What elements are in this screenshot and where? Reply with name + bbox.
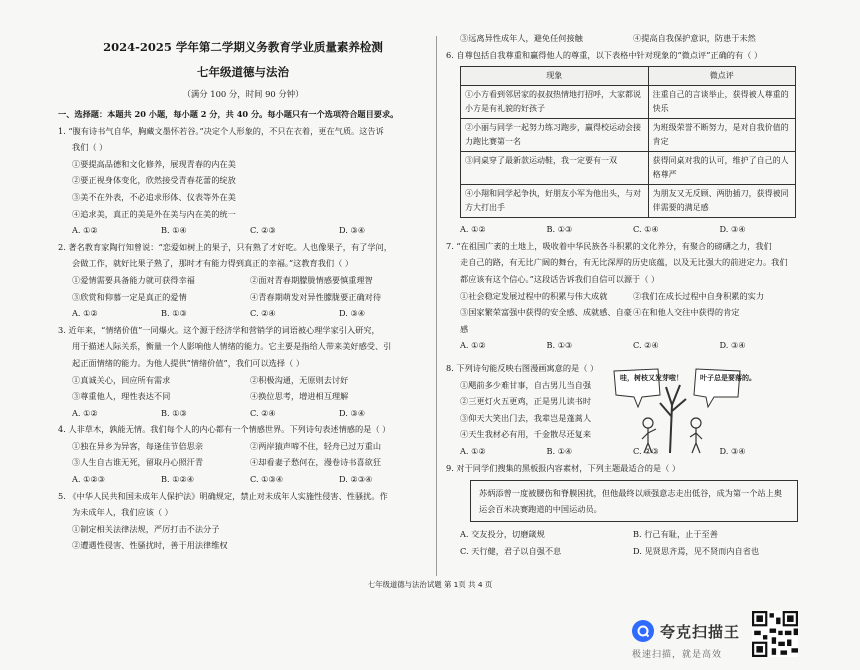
statement: ①社会稳定发展过程中的积累与伟大成就: [460, 290, 608, 301]
question-stem: 我们（ ）: [72, 142, 108, 153]
statement: ④追求美，真正的美是外在美与内在美的统一: [72, 208, 236, 219]
statement-row: [58, 372, 428, 389]
option-a: A. ①②: [460, 445, 486, 456]
answer-options: [58, 471, 428, 488]
statement: ①要提高品德和文化修养，展现青春的内在美: [72, 158, 236, 169]
option-b: B. ①③: [546, 340, 573, 351]
statement-row: [58, 289, 428, 306]
statement: ④在和他人交往中获得的肯定: [633, 307, 740, 318]
option-a: A. ①②: [460, 340, 486, 351]
column-divider: [436, 36, 437, 576]
table-row: [461, 185, 796, 218]
answer-options: [58, 305, 428, 322]
brand-slogan: 极速扫描，就是高效: [632, 650, 723, 660]
table-cell: 为朋友又无反顾、两肋插刀，获得被同伴需要的满足感: [648, 185, 795, 218]
statement: ①制定相关法律法规，严厉打击不法分子: [72, 523, 220, 534]
option-a: A. ①②③: [72, 474, 106, 485]
statement: ③远离异性成年人，避免任何接触: [460, 33, 583, 43]
option-a: A. ①②: [72, 407, 98, 418]
question-4: [58, 421, 428, 487]
statement: ②我们在成长过程中自身积累的实力: [633, 290, 765, 301]
question-stem: 都应该有这个信心。”这段话告诉我们自信可以源于（ ）: [460, 273, 660, 284]
table-cell: 获得同桌对我的认可，维护了自己的人格尊严: [648, 152, 795, 185]
table-row: [461, 152, 796, 185]
table-cell: ③同桌穿了最新款运动鞋，我一定要有一双: [461, 152, 649, 185]
option-d: D. ③④: [719, 224, 746, 235]
question-stem: 7. “在祖国广袤的土地上，吸收着中华民族各斗积累的文化养分，有聚合的磅礴之力，我们: [446, 240, 772, 251]
question-stem: 用于描述人际关系，衡量一个人影响他人情绪的能力。它主要是指给人带来美好感受、引: [72, 341, 392, 352]
statement: ①飓前多少难甘事，自古男儿当自强: [460, 379, 592, 390]
option-d: D. ②③④: [339, 474, 373, 485]
option-c: C. ②④: [250, 407, 276, 418]
statement: ④换位思考，增进相互理解: [250, 391, 349, 402]
statement: ②三更灯火五更鸡，正是男儿读书时: [460, 396, 592, 407]
option-b: B. ①②④: [161, 474, 195, 485]
option-b: B. ①③: [161, 407, 187, 418]
table-row: [461, 86, 796, 119]
question-stem: 8. 下列诗句能反映右图漫画寓意的是（ ）: [446, 362, 599, 373]
option-b: B. ①③: [161, 308, 187, 319]
option-d: D. ③④: [719, 340, 746, 351]
page-footer: 七年级道德与法治试题 第 1页 共 4 页: [367, 580, 493, 589]
comparison-table: [460, 66, 796, 218]
bubble-right-text: [700, 373, 756, 382]
option-b: B. ①④: [546, 445, 573, 456]
statement: ①真诚关心，回应所有需求: [72, 374, 171, 385]
right-column: [446, 30, 806, 559]
option-d: D. ③④: [339, 407, 366, 418]
statement: ③尊重他人，理性表达不同: [72, 391, 171, 402]
question-stem: 起正面情绪的能力。为他人提供“情绪价值”，我们可以选择（ ）: [72, 357, 305, 368]
option-b: B. ①③: [546, 224, 573, 235]
question-stem: 6. 自尊包括自我尊重和赢得他人的尊重，以下表格中针对现象的“微点评”正确的有（ ）: [446, 49, 763, 60]
question-5: [58, 488, 428, 554]
statement: ④却看妻子愁何在，漫卷诗书喜欲狂: [250, 457, 382, 468]
question-stem: 2. 著名教育家陶行知曾说：“恋爱如树上的果子，只有熟了才好吃。人也像果子，有了学问，: [58, 241, 392, 252]
statement-row: [58, 454, 428, 471]
table-cell: ④小翔和同学起争执，好朋友小军为他出头，与对方大打出手: [461, 185, 649, 218]
question-stem: 4. 人非草木，孰能无情。我们每个人的内心都有一个情感世界。下列诗句表述情感的是（ ）: [58, 424, 391, 435]
question-stem: 走自己的路，有无比广阔的舞台，有无比深厚的历史底蕴，以及无比强大的前进定力。我们: [460, 257, 788, 268]
option-c: C. ①④: [633, 224, 659, 235]
question-2: [58, 239, 428, 322]
section-heading: 一、选择题：本题共 20 小题，每小题 2 分，共 40 分。每小题只有一个选项符合题目要求。: [58, 109, 399, 119]
option-a: A. ①②: [72, 225, 98, 236]
statement: ④青春期萌发对异性朦胧要正确对待: [250, 291, 382, 302]
question-stem: 会做工作，就好比果子熟了，那时才有能力得到真正的幸福。”这教育我们（ ）: [72, 258, 354, 269]
statement: ②面对青春期朦胧情感要慎重理智: [250, 274, 373, 285]
subject-title: 七年级道德与法治: [197, 65, 289, 79]
statement-row: [446, 288, 806, 305]
left-column: [58, 30, 428, 554]
question-7: [446, 238, 806, 354]
answer-options: [58, 222, 428, 239]
question-6: [446, 47, 806, 238]
scanner-brand: [632, 620, 740, 642]
statement: ①独在异乡为异客，每逢佳节倍思亲: [72, 440, 204, 451]
statement: ④提高自我保护意识，防患于未然: [633, 33, 756, 43]
option-c: C. ②④: [633, 340, 659, 351]
option-d: D. ③④: [719, 445, 746, 456]
option-row: [446, 526, 806, 543]
question-1: [58, 123, 428, 239]
option-c: C. ②③: [633, 445, 659, 456]
table-header-row: [461, 67, 796, 86]
option-a: A. ①②: [460, 224, 486, 235]
exam-info: （满分 100 分，时间 90 分钟）: [182, 89, 304, 99]
option-c: C. 天行健，君子以自强不息: [460, 545, 562, 556]
question-3: [58, 322, 428, 422]
question-9: [446, 460, 806, 560]
exam-title: 2024-2025 学年第二学期义务教育学业质量素养检测: [103, 40, 383, 54]
table-cell: ①小方看到邻居家的叔叔热情地打招呼，大家都说小方是有礼貌的好孩子: [461, 86, 649, 119]
qr-code-icon: [752, 611, 798, 657]
statement: ②积极沟通，无原则去讨好: [250, 374, 349, 385]
option-d: D. ③④: [339, 308, 366, 319]
question-stem: 1. “腹有诗书气自华，胸藏文墨怀若谷。”决定个人形象的，不只在衣着，更在气质。这告诉: [58, 125, 384, 136]
option-a: A. ①②: [72, 308, 98, 319]
table-header: 现象: [461, 67, 649, 86]
table-header: 微点评: [648, 67, 795, 86]
bubble-left-line: 哇，树枝又发芽啦！: [620, 374, 683, 382]
statement: ②遭遇性侵害、性骚扰时，善于用法律维权: [72, 540, 228, 551]
statement: ③美不在外表，不必追求形体、仪表等外在美: [72, 191, 236, 202]
table-row: [461, 119, 796, 152]
answer-options: [58, 405, 428, 422]
bubble-left-text: [620, 373, 683, 383]
option-c: C. ①③④: [250, 474, 284, 485]
option-b: B. ①④: [161, 225, 187, 236]
option-d: D. 见贤思齐焉，见不贤而内自省也: [633, 545, 760, 556]
answer-options: [446, 221, 806, 238]
statement: ④天生我材必有用，千金散尽还复来: [460, 429, 592, 440]
cartoon-illustration: [600, 365, 756, 453]
question-stem: 3. 近年来，“情绪价值”一同爆火。这个源于经济学和营销学的词语被心理学家引入研究，: [58, 324, 380, 335]
option-d: D. ③④: [339, 225, 366, 236]
option-row: [446, 543, 806, 560]
material-box: 苏炳添曾一度被腰伤和脊膜困扰，但他最终以顽强意志走出低谷，成为第一个站上奥运会百米决赛跑道的中国运动员。: [470, 480, 798, 522]
table-cell: ②小丽与同学一起努力练习跑步，赢得校运动会接力跑比赛第一名: [461, 119, 649, 152]
option-a: A. 交友投分，切磨箴规: [460, 529, 545, 540]
statement: ②要正视身体变化，欣然接受青春花蕾的绽放: [72, 175, 236, 186]
quark-logo-icon: [632, 620, 654, 642]
table-cell: 为班级荣誉不断努力，是对自我价值的肯定: [648, 119, 795, 152]
statement-row: [446, 30, 806, 47]
question-stem: 为未成年人，我们应该（ ）: [72, 507, 173, 518]
question-stem: 9. 对于同学们搜集的黑板报内容素材，下列主题最适合的是（ ）: [446, 462, 681, 473]
statement: ③欣赏和仰慕一定是真正的爱情: [72, 291, 187, 302]
statement: ②两岸猿声啼不住，轻舟已过万重山: [250, 440, 382, 451]
statement: ③国家繁荣富强中获得的安全感、成就感、自豪感: [460, 307, 632, 334]
option-c: C. ②④: [250, 308, 276, 319]
brand-name: 夸克扫描王: [660, 622, 741, 641]
option-c: C. ②③: [250, 225, 276, 236]
answer-options: [446, 337, 806, 354]
statement-row: [58, 388, 428, 405]
question-stem: 5. 《中华人民共和国未成年人保护法》明确规定，禁止对未成年人实施性侵害、性骚扰。作: [58, 490, 388, 501]
statement: ③仰天大笑出门去，我辈岂是蓬蒿人: [460, 412, 592, 423]
bubble-right-line: 叶子总是要落的。: [700, 374, 756, 382]
statement-row: [446, 304, 806, 337]
statement: ①爱情需要具备能力就可获得幸福: [72, 274, 195, 285]
table-cell: 注重自己的言谈举止，获得被人尊重的快乐: [648, 86, 795, 119]
option-b: B. 行己有耻，止于至善: [633, 529, 718, 540]
statement: ③人生自古谁无死，留取丹心照汗青: [72, 457, 204, 468]
statement-row: [58, 272, 428, 289]
statement-row: [58, 438, 428, 455]
